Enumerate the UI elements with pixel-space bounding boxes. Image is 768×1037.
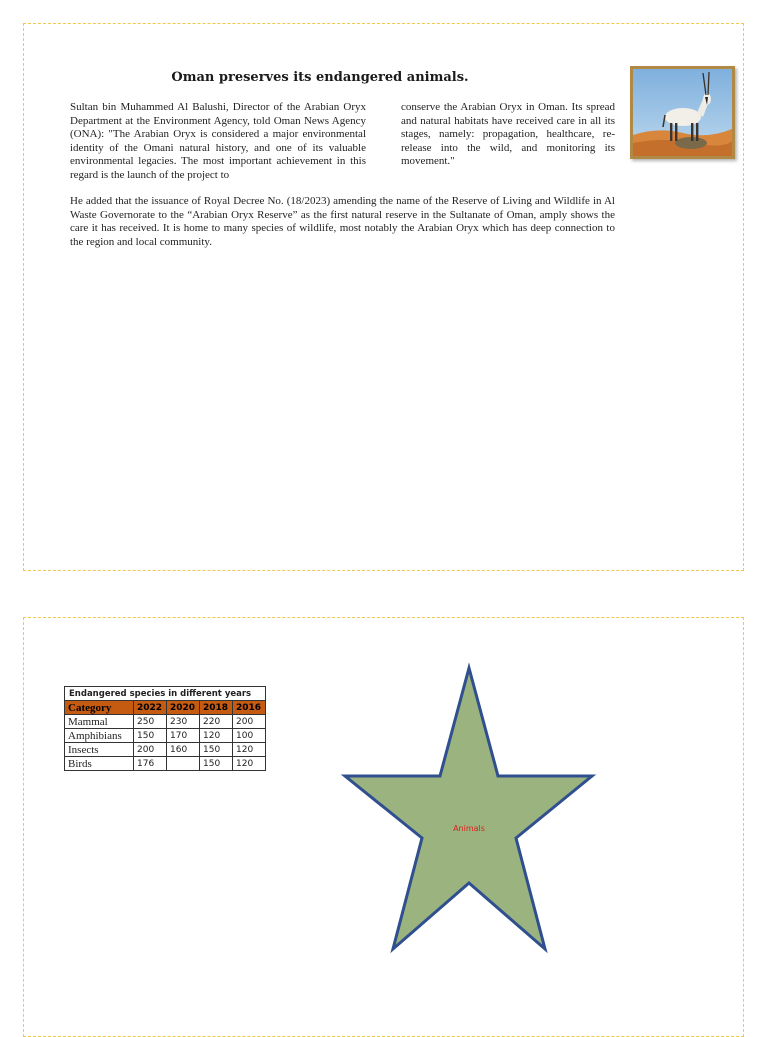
cell-value: 200 xyxy=(233,715,266,729)
article-paragraph-2: He added that the issuance of Royal Decree No. (18/2023) amending the name of the Reserve of Living and Wildlife in Al Waste Governorate to the “Arabian Oryx Reserve” as the first natural reserve in the Sultanate of Oman, amply shows the care it has received. It is home to many species of wildlife, most notably the Arabian Oryx which has deep connection to the region and local community. xyxy=(70,195,615,248)
endangered-species-table xyxy=(64,686,266,771)
article-title: Oman preserves its endangered animals. xyxy=(171,70,469,85)
cell-value: 120 xyxy=(233,757,266,771)
cell-value: 120 xyxy=(200,729,233,743)
table-row xyxy=(65,743,266,757)
header-cell: 2022 xyxy=(134,701,167,715)
cell-value: 150 xyxy=(134,729,167,743)
table-header-row xyxy=(65,701,266,715)
cell-value: 150 xyxy=(200,757,233,771)
table-caption: Endangered species in different years xyxy=(65,687,266,701)
arabian-oryx-photo xyxy=(630,66,735,159)
cell-value: 150 xyxy=(200,743,233,757)
header-cell: 2018 xyxy=(200,701,233,715)
header-cell: 2016 xyxy=(233,701,266,715)
row-category: Mammal xyxy=(65,715,134,729)
star-shape xyxy=(340,660,600,955)
cell-value xyxy=(167,757,200,771)
article-column-left: Sultan bin Muhammed Al Balushi, Director of the Arabian Oryx Department at the Environment Agency, told Oman News Agency (ONA): "The Arabian Oryx is considered a major environmental identity of the Omani natural history, and one of its valuable environmental legacies. The most important achievement in this regard is the launch of the project to xyxy=(70,101,366,181)
article-column-right: conserve the Arabian Oryx in Oman. Its spread and natural habitats have received care in all its stages, namely: propagation, healthcare, re-release into the wild, and monitoring its movement." xyxy=(401,101,615,167)
cell-value: 230 xyxy=(167,715,200,729)
star-label: Animals xyxy=(453,824,485,833)
cell-value: 220 xyxy=(200,715,233,729)
row-category: Birds xyxy=(65,757,134,771)
cell-value: 176 xyxy=(134,757,167,771)
header-cell: 2020 xyxy=(167,701,200,715)
row-category: Amphibians xyxy=(65,729,134,743)
star-polygon xyxy=(345,668,592,949)
table-row xyxy=(65,757,266,771)
cell-value: 120 xyxy=(233,743,266,757)
table-row xyxy=(65,715,266,729)
cell-value: 200 xyxy=(134,743,167,757)
cell-value: 100 xyxy=(233,729,266,743)
header-cell: Category xyxy=(65,701,134,715)
cell-value: 160 xyxy=(167,743,200,757)
row-category: Insects xyxy=(65,743,134,757)
cell-value: 170 xyxy=(167,729,200,743)
cell-value: 250 xyxy=(134,715,167,729)
table-row xyxy=(65,729,266,743)
